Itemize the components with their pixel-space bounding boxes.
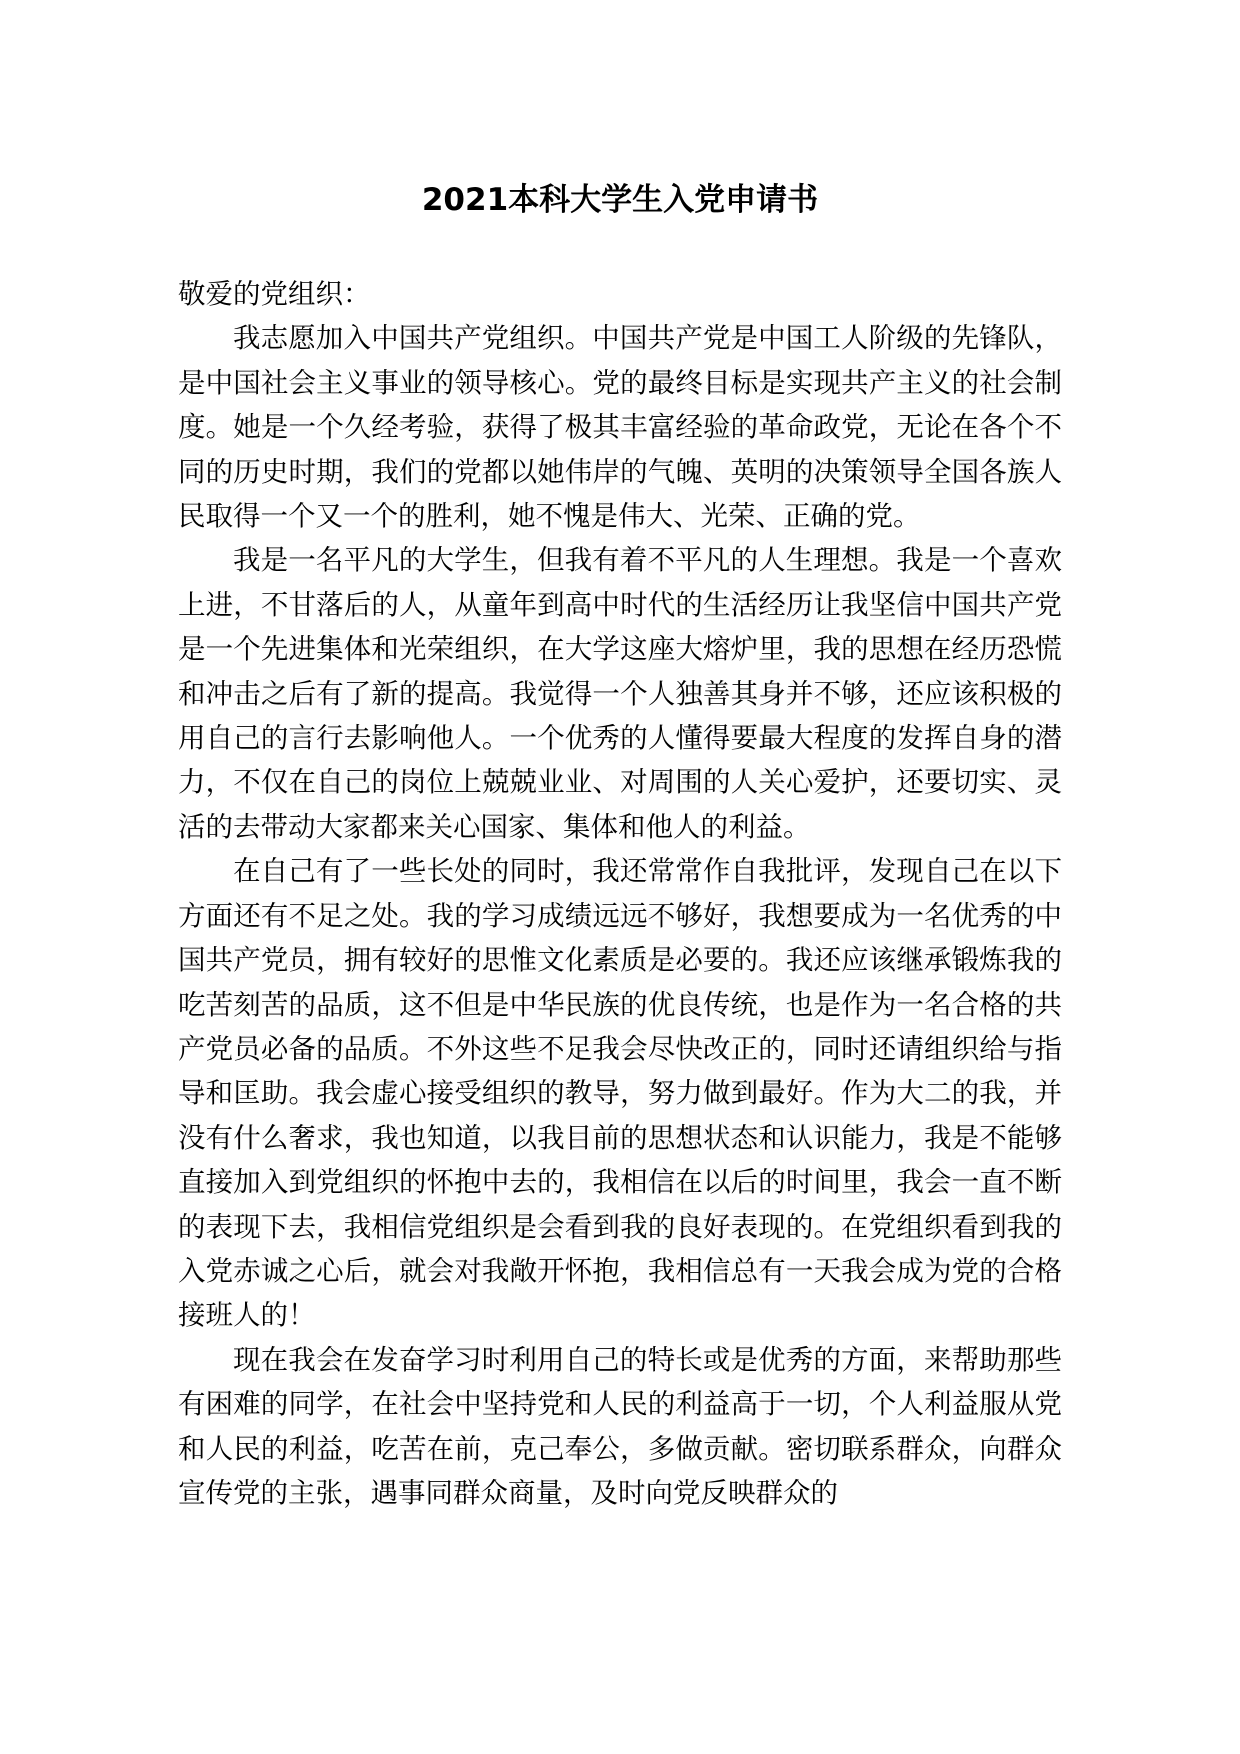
paragraph-1: 我志愿加入中国共产党组织。中国共产党是中国工人阶级的先锋队，是中国社会主义事业的领导核心。党的最终目标是实现共产主义的社会制度。她是一个久经考验，获得了极其丰富经验的革命政党，无论在各个不同的历史时期，我们的党都以她伟岸的气魄、英明的决策领导全国各族人民取得一个又一个的胜利，她不愧是伟大、光荣、正确的党。 (178, 322, 1062, 533)
document-title: 2021本科大学生入党申请书 (421, 182, 819, 218)
paragraph-4: 现在我会在发奋学习时利用自己的特长或是优秀的方面，来帮助那些有困难的同学，在社会中坚持党和人民的利益高于一切，个人利益服从党和人民的利益，吃苦在前，克己奉公，多做贡献。密切联系群众，向群众宣传党的主张，遇事同群众商量，及时向党反映群众的 (178, 1343, 1062, 1509)
paragraph-2: 我是一名平凡的大学生，但我有着不平凡的人生理想。我是一个喜欢上进，不甘落后的人，从童年到高中时代的生活经历让我坚信中国共产党是一个先进集体和光荣组织，在大学这座大熔炉里，我的思想在经历恐慌和冲击之后有了新的提高。我觉得一个人独善其身并不够，还应该积极的用自己的言行去影响他人。一个优秀的人懂得要最大程度的发挥自身的潜力，不仅在自己的岗位上兢兢业业、对周围的人关心爱护，还要切实、灵活的去带动大家都来关心国家、集体和他人的利益。 (178, 544, 1062, 843)
document-body (178, 272, 1062, 1515)
salutation: 敬爱的党组织： (178, 278, 371, 310)
paragraph-3: 在自己有了一些长处的同时，我还常常作自我批评，发现自己在以下方面还有不足之处。我的学习成绩远远不够好，我想要成为一名优秀的中国共产党员，拥有较好的思惟文化素质是必要的。我还应该继承锻炼我的吃苦刻苦的品质，这不但是中华民族的优良传统，也是作为一名合格的共产党员必备的品质。不外这些不足我会尽快改正的，同时还请组织给与指导和匡助。我会虚心接受组织的教导，努力做到最好。作为大二的我，并没有什么奢求，我也知道，以我目前的思想状态和认识能力，我是不能够直接加入到党组织的怀抱中去的，我相信在以后的时间里，我会一直不断的表现下去，我相信党组织是会看到我的良好表现的。在党组织看到我的入党赤诚之心后，就会对我敞开怀抱，我相信总有一天我会成为党的合格接班人的！ (178, 855, 1062, 1332)
